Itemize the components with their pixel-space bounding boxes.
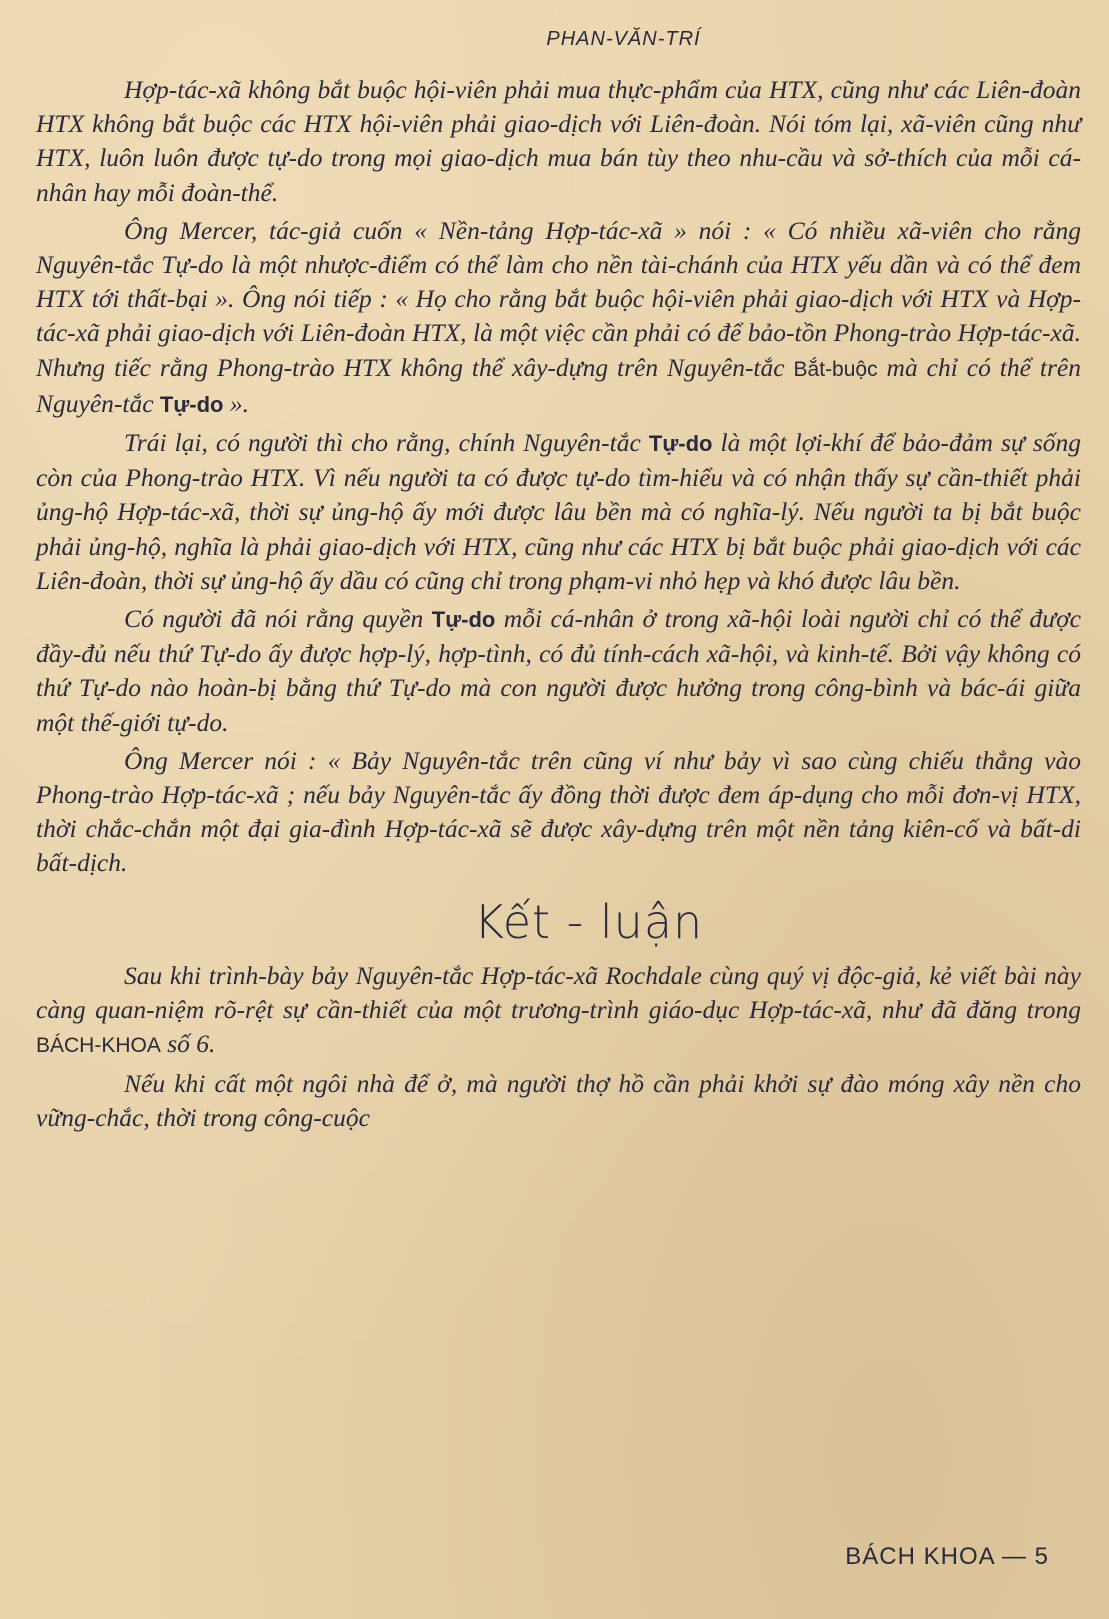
text-segment: mỗi cá-nhân ở trong xã-hội loài người chỉ có thể được đầy-đủ nếu thứ Tự-do ấy được hợp-lý, hợp-tình, có đủ tính-cách xã-hội, và kinh-tế. Bởi vậy không có thứ Tự-do nào hoàn-bị bằng thứ Tự-do mà con người được hưởng trong công-bình và bác-ái giữa một thế-giới tự-do. — [36, 604, 1081, 737]
page — [36, 28, 1081, 1140]
text-segment: Nếu khi cất một ngôi nhà để ở, mà người thợ hồ cần phải khởi sự đào móng xây nền cho vững-chắc, thời trong công-cuộc — [36, 1069, 1081, 1133]
text-segment: Tự-do — [431, 607, 496, 633]
text-segment: Tự-do — [648, 431, 713, 457]
text-segment: Trái lại, có người thì cho rằng, chính Nguyên-tắc — [124, 428, 649, 458]
text-segment: mà chỉ có thể trên Nguyên-tắc — [36, 352, 1081, 418]
text-segment: ». — [223, 388, 249, 418]
running-header: PHAN-VĂN-TRÍ — [546, 28, 701, 50]
text-segment: Ông Mercer, tác-giả cuốn « Nền-tảng Hợp-tác-xã » nói : « Có nhiều xã-viên cho rằng Nguyên-tắc Tự-do là một nhược-điểm có thể làm cho nền tài-chánh của HTX yếu dần và có thể đem HTX tới thất-bại ». Ông nói tiếp : « Họ cho rằng bắt buộc hội-viên phải giao-dịch với HTX và Hợp-tác-xã phải giao-dịch với Liên-đoàn HTX, là một việc cần phải có để bảo-tồn Phong-trào Hợp-tác-xã. Nhưng tiếc rằng Phong-trào HTX không thể xây-dựng trên Nguyên-tắc — [36, 215, 1081, 382]
paragraph — [36, 602, 1081, 740]
paragraph — [36, 744, 1081, 881]
body-text — [36, 73, 1081, 881]
text-segment: Có người đã nói rằng quyền — [124, 604, 432, 634]
paragraph — [36, 214, 1081, 422]
section-heading: Kết - luận — [473, 894, 704, 949]
conclusion-text — [36, 959, 1081, 1136]
text-segment: Bắt-buộc — [793, 357, 878, 381]
paragraph — [36, 426, 1081, 598]
text-segment: Tự-do — [159, 391, 224, 417]
paragraph — [36, 1067, 1081, 1135]
text-segment: là một lợi-khí để bảo-đảm sự sống còn của Phong-trào HTX. Vì nếu người ta có được tự-do tìm-hiểu và có nhận thấy sự cần-thiết phải ủng-hộ Hợp-tác-xã, thời sự ủng-hộ ấy mới được lâu bền mà có nghĩa-lý. Nếu người ta bị bắt buộc phải ủng-hộ, nghĩa là phải giao-dịch với HTX, cũng như các HTX bị bắt buộc phải giao-dịch với các Liên-đoàn, thời sự ủng-hộ ấy dầu có cũng chỉ trong phạm-vi nhỏ hẹp và khó được lâu bền. — [36, 428, 1081, 595]
text-segment: Sau khi trình-bày bảy Nguyên-tắc Hợp-tác-xã Rochdale cùng quý vị độc-giả, kẻ viết bài này càng quan-niệm rõ-rệt sự cần-thiết của một trương-trình giáo-dục Hợp-tác-xã, như đã đăng trong — [36, 960, 1081, 1024]
text-segment: BÁCH-KHOA — [36, 1034, 161, 1058]
page-footer: BÁCH KHOA — 5 — [845, 1543, 1049, 1570]
paragraph — [36, 959, 1081, 1064]
text-segment: Hợp-tác-xã không bắt buộc hội-viên phải mua thực-phẩm của HTX, cũng như các Liên-đoàn HTX không bắt buộc các HTX hội-viên phải giao-dịch với Liên-đoàn. Nói tóm lại, xã-viên cũng như HTX, luôn luôn được tự-do trong mọi giao-dịch mua bán tùy theo nhu-cầu và sở-thích của mỗi cá-nhân hay mỗi đoàn-thể. — [36, 75, 1081, 207]
text-segment: Ông Mercer nói : « Bảy Nguyên-tắc trên cũng ví như bảy vì sao cùng chiếu thẳng vào Phong-trào Hợp-tác-xã ; nếu bảy Nguyên-tắc ấy đồng thời được đem áp-dụng cho mỗi đơn-vị HTX, thời chắc-chắn một đại gia-đình Hợp-tác-xã sẽ được xây-dựng trên một nền tảng kiên-cố và bất-di bất-dịch. — [36, 745, 1081, 878]
text-segment: số 6. — [160, 1029, 216, 1059]
paragraph — [36, 73, 1081, 210]
